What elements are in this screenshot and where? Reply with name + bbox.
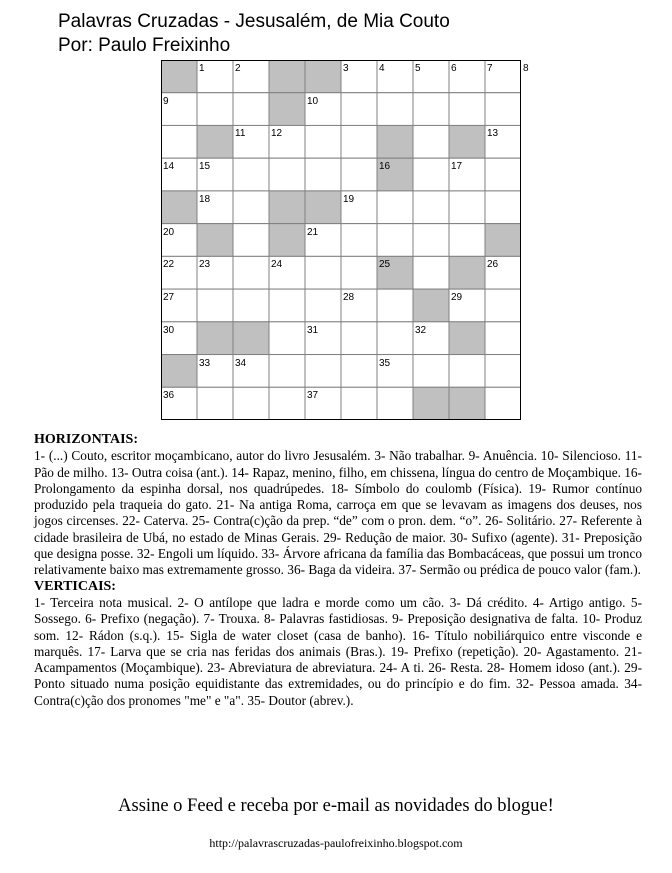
cell-number: 5 <box>415 63 421 74</box>
grid-cell[interactable] <box>269 355 305 388</box>
across-clues: 1- (...) Couto, escritor moçambicano, autor do livro Jesusalém. 3- Não trabalhar. 9- Anuência. 10- Silencioso. 11- Pão de milho. 13- Outra coisa (ant.). 14- Rapaz, menino, filho, em chissena, língua do centro de Moçambique. 16- Prolongamento da espinha dorsal, nos quadrúpedes. 18- Símbolo do coulomb (Física). 19- Rumor contínuo produzido pela traqueia do gato. 21- Na antiga Roma, carroça em que se levavam as imagens dos deuses, nos jogos circenses. 22- Caterva. 25- Contra(c)ção da prep. “de” com o pron. dem. “o”. 26- Solitário. 27- Referente à cidade brasileira de Ubá, no estado de Minas Gerais. 29- Redução de maior. 30- Sufixo (agente). 31- Preposição que designa posse. 32- Engoli um líquido. 33- Árvore africana da família das Bombacáceas, que possui um tronco relativamente baixo mas extremamente grosso. 36- Baga da videira. 37- Sermão ou prédica de pouco valor (fam.). <box>34 448 642 578</box>
block-cell <box>485 224 521 257</box>
grid-cell[interactable] <box>413 191 449 224</box>
blog-url[interactable]: http://palavrascruzadas-paulofreixinho.blogspot.com <box>209 836 463 850</box>
grid-cell[interactable] <box>377 191 413 224</box>
grid-cell[interactable] <box>233 158 269 191</box>
grid-cell[interactable] <box>233 256 269 289</box>
grid-svg <box>161 60 521 420</box>
grid-cell[interactable] <box>485 355 521 388</box>
grid-cell[interactable] <box>341 322 377 355</box>
block-cell <box>161 60 197 93</box>
block-cell <box>449 387 485 420</box>
grid-cell[interactable] <box>485 93 521 126</box>
cell-number: 26 <box>487 259 499 271</box>
page-title: Palavras Cruzadas - Jesusalém, de Mia Couto <box>58 11 450 32</box>
grid-cell[interactable] <box>413 93 449 126</box>
grid-cell[interactable] <box>449 191 485 224</box>
grid-cell[interactable] <box>305 125 341 158</box>
cell-number: 15 <box>199 161 211 173</box>
crossword-grid <box>161 60 529 420</box>
cell-number: 22 <box>163 259 175 271</box>
cell-number: 17 <box>451 161 463 173</box>
grid-cell[interactable] <box>197 289 233 322</box>
cell-number: 2 <box>235 63 241 74</box>
grid-cell[interactable] <box>305 256 341 289</box>
grid-cell[interactable] <box>341 93 377 126</box>
cell-number: 36 <box>163 390 175 402</box>
grid-cell[interactable] <box>341 387 377 420</box>
block-cell <box>161 191 197 224</box>
cell-number: 23 <box>199 259 211 271</box>
cell-number: 6 <box>451 63 457 74</box>
grid-cell[interactable] <box>377 289 413 322</box>
grid-cell[interactable] <box>233 387 269 420</box>
cell-number: 13 <box>487 128 499 140</box>
cell-number: 29 <box>451 292 463 304</box>
block-cell <box>413 387 449 420</box>
grid-cell[interactable] <box>413 355 449 388</box>
block-cell <box>197 322 233 355</box>
grid-cell[interactable] <box>485 191 521 224</box>
grid-cell[interactable] <box>305 289 341 322</box>
block-cell <box>377 125 413 158</box>
cell-number: 18 <box>199 193 211 205</box>
grid-cell[interactable] <box>197 387 233 420</box>
author-line: Por: Paulo Freixinho <box>58 35 231 56</box>
block-cell <box>449 125 485 158</box>
grid-cell[interactable] <box>269 158 305 191</box>
grid-cell[interactable] <box>485 322 521 355</box>
cell-number: 27 <box>163 292 175 304</box>
cell-number: 35 <box>379 357 391 369</box>
grid-cell[interactable] <box>269 289 305 322</box>
grid-cell[interactable] <box>341 125 377 158</box>
grid-cell[interactable] <box>305 355 341 388</box>
block-cell <box>305 191 341 224</box>
grid-cell[interactable] <box>269 322 305 355</box>
block-cell <box>197 224 233 257</box>
block-cell <box>269 93 305 126</box>
grid-cell[interactable] <box>233 289 269 322</box>
block-cell <box>269 60 305 93</box>
grid-cell[interactable] <box>449 93 485 126</box>
cell-number: 30 <box>163 324 175 336</box>
cell-number: 10 <box>307 95 319 107</box>
cell-number: 1 <box>199 63 205 74</box>
grid-cell[interactable] <box>485 289 521 322</box>
grid-cell[interactable] <box>377 322 413 355</box>
grid-cell[interactable] <box>233 224 269 257</box>
grid-cell[interactable] <box>413 256 449 289</box>
block-cell <box>161 355 197 388</box>
block-cell <box>305 60 341 93</box>
grid-cell[interactable] <box>341 158 377 191</box>
cell-number: 21 <box>307 226 319 238</box>
cell-number: 3 <box>343 63 349 74</box>
block-cell <box>413 289 449 322</box>
cell-number: 19 <box>343 193 355 205</box>
block-cell <box>449 322 485 355</box>
cell-number: 20 <box>163 226 175 238</box>
cell-number: 24 <box>271 259 283 271</box>
cell-number: 14 <box>163 161 175 173</box>
grid-cell[interactable] <box>233 93 269 126</box>
grid-cell[interactable] <box>377 224 413 257</box>
across-heading: HORIZONTAIS: <box>34 432 138 447</box>
cell-number: 8 <box>523 63 529 74</box>
cell-number: 25 <box>379 259 391 271</box>
grid-cell[interactable] <box>161 125 197 158</box>
grid-cell[interactable] <box>233 191 269 224</box>
down-heading: VERTICAIS: <box>34 578 116 594</box>
cell-number: 12 <box>271 128 283 140</box>
cell-number: 9 <box>163 95 169 107</box>
grid-cell[interactable] <box>377 387 413 420</box>
grid-cell[interactable] <box>197 93 233 126</box>
cell-number: 4 <box>379 63 385 74</box>
grid-cell[interactable] <box>449 355 485 388</box>
grid-cell[interactable] <box>449 224 485 257</box>
cell-number: 33 <box>199 357 211 369</box>
cell-number: 34 <box>235 357 247 369</box>
grid-cell[interactable] <box>269 387 305 420</box>
grid-cell[interactable] <box>413 125 449 158</box>
block-cell <box>197 125 233 158</box>
cell-number: 31 <box>307 324 319 336</box>
grid-cell[interactable] <box>413 224 449 257</box>
clues-section <box>34 432 642 709</box>
grid-cell[interactable] <box>485 158 521 191</box>
cell-number: 16 <box>379 161 391 173</box>
feed-link[interactable]: Assine o Feed e receba por e-mail as novidades do blogue! <box>118 796 554 816</box>
grid-cell[interactable] <box>341 355 377 388</box>
block-cell <box>269 191 305 224</box>
grid-cell[interactable] <box>341 256 377 289</box>
grid-cell[interactable] <box>413 158 449 191</box>
cell-number: 7 <box>487 63 493 74</box>
grid-cell[interactable] <box>305 158 341 191</box>
down-clues: 1- Terceira nota musical. 2- O antílope que ladra e morde como um cão. 3- Dá crédito. 4- Artigo antigo. 5- Sossego. 6- Prefixo (negação). 7- Trouxa. 8- Palavras fastidiosas. 9- Preposição designativa de falta. 10- Produz som. 12- Rádon (s.q.). 15- Sigla de water closet (casa de banho). 16- Título nobiliárquico entre visconde e marquês. 17- Larva que se cria nas feridas dos animais (Bras.). 19- Prefixo (repetição). 20- Agastamento. 21- Acampamentos (Moçambique). 23- Abreviatura de abreviatura. 24- A ti. 26- Resta. 28- Homem idoso (ant.). 29- Ponto situado numa posição equidistante das extremidades, ou do princípio e do fim. 32- Pessoa amada. 34- Contra(c)ção dos pronomes "me" e "a". 35- Doutor (abrev.). <box>34 594 642 708</box>
grid-cell[interactable] <box>341 224 377 257</box>
grid-cell[interactable] <box>377 93 413 126</box>
block-cell <box>449 256 485 289</box>
cell-number: 32 <box>415 324 427 336</box>
cell-number: 28 <box>343 292 355 304</box>
cell-number: 11 <box>235 128 246 140</box>
block-cell <box>233 322 269 355</box>
cell-number: 37 <box>307 390 319 402</box>
grid-cell[interactable] <box>485 387 521 420</box>
block-cell <box>269 224 305 257</box>
